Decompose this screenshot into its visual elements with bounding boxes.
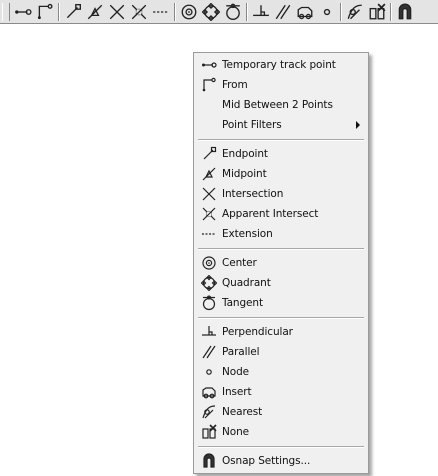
osnap-settings-icon	[396, 3, 414, 21]
menu-item-label: From	[222, 79, 248, 91]
apparent-intersect-icon	[130, 3, 148, 21]
toolbar-button-from[interactable]	[34, 1, 56, 23]
toolbar-button-osnap-settings[interactable]	[394, 1, 416, 23]
menu-item-label: Apparent Intersect	[222, 208, 319, 220]
menu-item-label: Temporary track point	[222, 59, 336, 71]
parallel-icon	[274, 3, 292, 21]
from-icon	[36, 3, 54, 21]
toolbar-button-perpendicular[interactable]	[250, 1, 272, 23]
menu-separator	[198, 139, 364, 141]
toolbar-button-center[interactable]	[178, 1, 200, 23]
endpoint-icon	[199, 145, 219, 163]
nearest-icon	[346, 3, 364, 21]
menu-separator	[198, 248, 364, 250]
toolbar-button-apparent-intersect[interactable]	[128, 1, 150, 23]
menu-item-node[interactable]	[194, 362, 368, 382]
menu-item-midpoint[interactable]	[194, 164, 368, 184]
extension-icon	[199, 225, 219, 243]
toolbar-button-extension[interactable]	[150, 1, 172, 23]
menu-separator	[198, 446, 364, 448]
insert-icon	[296, 3, 314, 21]
temporary-track-point-icon	[14, 3, 32, 21]
menu-item-label: Insert	[222, 386, 252, 398]
menu-item-icon-slot	[199, 116, 219, 134]
menu-item-none[interactable]	[194, 422, 368, 442]
menu-item-parallel[interactable]	[194, 342, 368, 362]
apparent-intersect-icon	[199, 205, 219, 223]
object-snap-toolbar	[0, 0, 438, 24]
tangent-icon	[199, 294, 219, 312]
menu-item-label: Extension	[222, 228, 273, 240]
menu-item-label: Center	[222, 257, 257, 269]
menu-item-label: Quadrant	[222, 277, 271, 289]
menu-item-label: Midpoint	[222, 168, 267, 180]
menu-item-label: Nearest	[222, 406, 263, 418]
toolbar-separator	[58, 3, 60, 21]
nearest-icon	[199, 403, 219, 421]
from-icon	[199, 76, 219, 94]
none-icon	[199, 423, 219, 441]
menu-item-label: Parallel	[222, 346, 260, 358]
menu-item-point-filters[interactable]	[194, 115, 368, 135]
osnap-settings-icon	[199, 452, 219, 470]
menu-item-apparent-intersect[interactable]	[194, 204, 368, 224]
toolbar-grip[interactable]	[2, 3, 10, 21]
toolbar-buttons	[12, 1, 416, 23]
menu-item-extension[interactable]	[194, 224, 368, 244]
toolbar-separator	[340, 3, 342, 21]
toolbar-button-endpoint[interactable]	[62, 1, 84, 23]
menu-item-label: Node	[222, 366, 250, 378]
temporary-track-point-icon	[199, 56, 219, 74]
menu-item-label: Intersection	[222, 188, 284, 200]
menu-item-tangent[interactable]	[194, 293, 368, 313]
toolbar-button-quadrant[interactable]	[200, 1, 222, 23]
toolbar-button-parallel[interactable]	[272, 1, 294, 23]
menu-item-osnap-settings[interactable]	[194, 451, 368, 471]
menu-item-intersection[interactable]	[194, 184, 368, 204]
menu-item-temporary-track-point[interactable]	[194, 55, 368, 75]
menu-item-quadrant[interactable]	[194, 273, 368, 293]
menu-item-label: None	[222, 426, 249, 438]
midpoint-icon	[199, 165, 219, 183]
toolbar-button-insert[interactable]	[294, 1, 316, 23]
menu-item-label: Tangent	[222, 297, 263, 309]
quadrant-icon	[202, 3, 220, 21]
parallel-icon	[199, 343, 219, 361]
midpoint-icon	[86, 3, 104, 21]
menu-item-nearest[interactable]	[194, 402, 368, 422]
menu-item-insert[interactable]	[194, 382, 368, 402]
extension-icon	[152, 3, 170, 21]
menu-separator	[198, 317, 364, 319]
toolbar-button-nearest[interactable]	[344, 1, 366, 23]
menu-item-label: Osnap Settings...	[222, 455, 311, 467]
center-icon	[199, 254, 219, 272]
intersection-icon	[108, 3, 126, 21]
toolbar-separator	[246, 3, 248, 21]
menu-item-mid-between-2-points[interactable]	[194, 95, 368, 115]
tangent-icon	[224, 3, 242, 21]
menu-item-center[interactable]	[194, 253, 368, 273]
intersection-icon	[199, 185, 219, 203]
perpendicular-icon	[252, 3, 270, 21]
toolbar-button-temporary-track-point[interactable]	[12, 1, 34, 23]
insert-icon	[199, 383, 219, 401]
node-icon	[199, 363, 219, 381]
toolbar-separator	[174, 3, 176, 21]
node-icon	[318, 3, 336, 21]
toolbar-button-node[interactable]	[316, 1, 338, 23]
object-snap-context-menu	[193, 52, 369, 474]
toolbar-button-intersection[interactable]	[106, 1, 128, 23]
quadrant-icon	[199, 274, 219, 292]
menu-item-from[interactable]	[194, 75, 368, 95]
submenu-arrow-icon	[356, 121, 360, 129]
toolbar-separator	[390, 3, 392, 21]
menu-item-endpoint[interactable]	[194, 144, 368, 164]
endpoint-icon	[64, 3, 82, 21]
toolbar-button-midpoint[interactable]	[84, 1, 106, 23]
none-icon	[368, 3, 386, 21]
menu-item-label: Perpendicular	[222, 326, 293, 338]
toolbar-button-none[interactable]	[366, 1, 388, 23]
toolbar-button-tangent[interactable]	[222, 1, 244, 23]
menu-item-label: Mid Between 2 Points	[222, 99, 333, 111]
center-icon	[180, 3, 198, 21]
menu-item-icon-slot	[199, 96, 219, 114]
menu-item-perpendicular[interactable]	[194, 322, 368, 342]
menu-item-label: Endpoint	[222, 148, 268, 160]
menu-item-label: Point Filters	[222, 119, 282, 131]
menu-body	[194, 53, 368, 471]
perpendicular-icon	[199, 323, 219, 341]
